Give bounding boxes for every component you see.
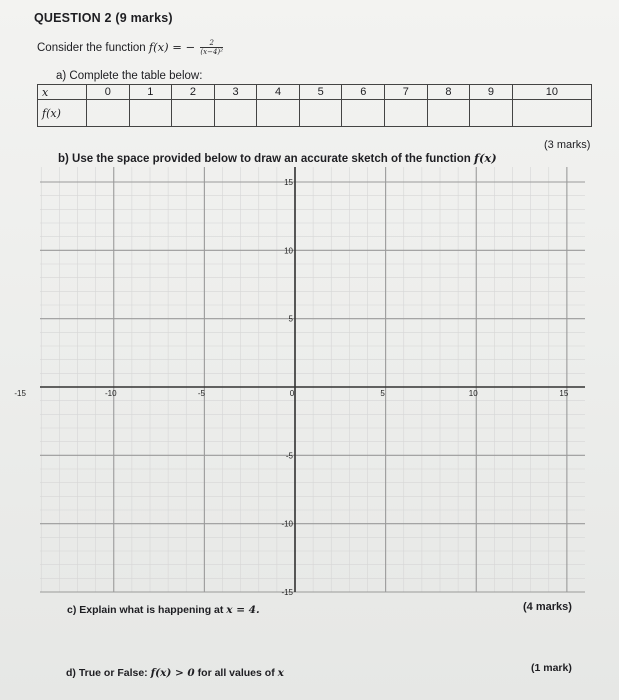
part-a-marks: (3 marks) bbox=[544, 139, 591, 151]
x-cell: 9 bbox=[470, 85, 513, 100]
x-tick-label: -5 bbox=[197, 389, 205, 398]
part-b-text: b) Use the space provided below to draw an accurate sketch of the function bbox=[58, 153, 471, 165]
y-tick-label: -5 bbox=[285, 451, 293, 461]
x-cell: 0 bbox=[87, 85, 130, 100]
x-tick-label: 5 bbox=[380, 389, 385, 398]
part-d-question bbox=[66, 667, 284, 679]
x-cell: 2 bbox=[172, 85, 215, 100]
part-d-var: x bbox=[277, 667, 284, 679]
x-cell: 1 bbox=[129, 85, 172, 100]
x-tick-label: -10 bbox=[104, 389, 117, 398]
x-tick-label: 10 bbox=[468, 389, 478, 398]
y-tick-label: 15 bbox=[284, 178, 293, 187]
function-lhs: f(x) = − bbox=[148, 40, 196, 55]
x-cell: 7 bbox=[385, 85, 428, 100]
part-d-marks: (1 mark) bbox=[531, 662, 572, 674]
x-tick-label: 15 bbox=[559, 389, 569, 398]
axes bbox=[40, 167, 585, 592]
question-title: QUESTION 2 (9 marks) bbox=[34, 11, 173, 25]
part-c-math: x = 4. bbox=[226, 604, 260, 616]
x-cell: 6 bbox=[342, 85, 385, 100]
x-cell: 8 bbox=[427, 85, 470, 100]
y-tick-label: 5 bbox=[288, 314, 293, 324]
x-cell: 3 bbox=[214, 85, 257, 100]
part-b-function: f(x) bbox=[474, 151, 497, 165]
intro-text: Consider the function bbox=[37, 42, 146, 55]
y-tick-label: -10 bbox=[281, 519, 293, 529]
part-c-marks: (4 marks) bbox=[523, 601, 572, 613]
part-c-question bbox=[67, 604, 260, 616]
part-d-rest: for all values of bbox=[197, 667, 275, 679]
x-tick-label: 0 bbox=[289, 389, 295, 398]
part-d-text: d) True or False: bbox=[66, 667, 148, 679]
fx-row-label: f(x) bbox=[38, 100, 87, 127]
x-tick-label: -15 bbox=[14, 389, 26, 398]
part-a-label: a) Complete the table below: bbox=[56, 70, 203, 82]
y-tick-label: 10 bbox=[284, 246, 293, 256]
y-tick-label: -15 bbox=[281, 588, 293, 597]
fraction-numerator: 2 bbox=[200, 39, 223, 48]
minor-gridlines bbox=[40, 167, 585, 592]
major-gridlines bbox=[40, 167, 585, 592]
part-d-math: f(x) > 0 bbox=[150, 667, 195, 679]
fraction-denominator: (x−4)² bbox=[200, 48, 223, 56]
x-cell: 4 bbox=[257, 85, 300, 100]
x-cell: 5 bbox=[299, 85, 342, 100]
part-c-text: c) Explain what is happening at bbox=[67, 604, 224, 616]
x-row-label: x bbox=[38, 85, 87, 100]
x-cell: 10 bbox=[512, 85, 591, 100]
